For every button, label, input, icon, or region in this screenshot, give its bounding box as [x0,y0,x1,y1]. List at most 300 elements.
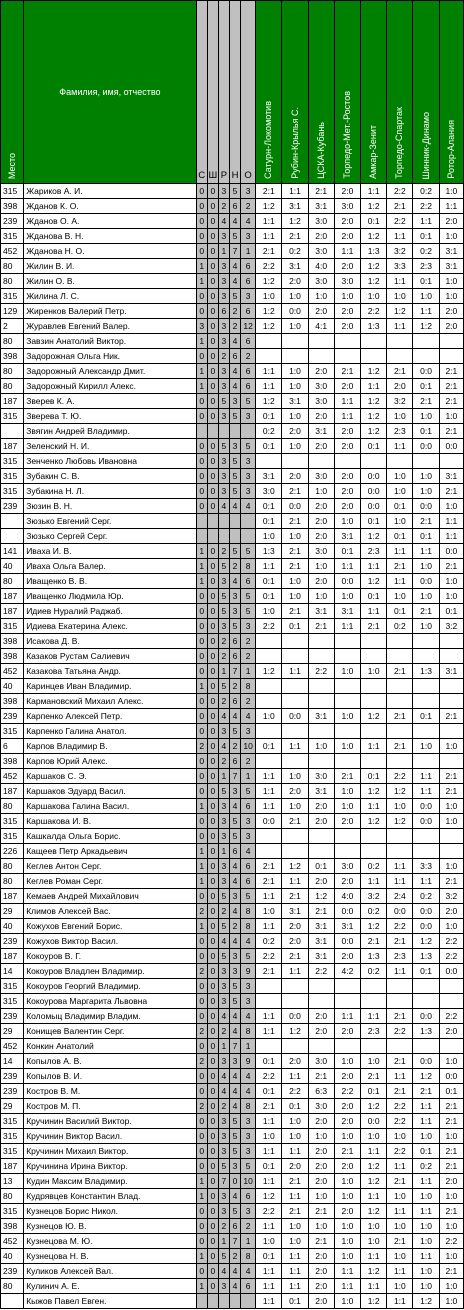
stat-cell: 5 [218,919,229,934]
stat-cell: 0 [207,724,218,739]
stat-cell: 6 [229,199,240,214]
prediction-cell: 1:0 [282,574,308,589]
prediction-cell: 2:2 [439,934,463,949]
prediction-cell: 1:1 [282,739,308,754]
prediction-cell [439,649,463,664]
stat-cell: 0 [207,394,218,409]
prediction-cell: 2:1 [387,1234,413,1249]
prediction-cell: 1:0 [413,1129,439,1144]
prediction-cell: 3:0 [308,769,334,784]
prediction-cell: 2:1 [387,1084,413,1099]
stat-cell: 0 [207,544,218,559]
prediction-cell [387,754,413,769]
prediction-cell: 4:0 [334,889,360,904]
table-row [1,499,464,514]
prediction-cell [387,844,413,859]
stat-cell: 1 [196,574,207,589]
place-cell [1,424,24,439]
prediction-cell [387,334,413,349]
table-row [1,454,464,469]
prediction-cell [361,844,387,859]
stat-cell: 3 [229,394,240,409]
stat-cell: 0 [207,1009,218,1024]
prediction-cell: 1:0 [282,1234,308,1249]
stat-cell: 3 [218,274,229,289]
table-row [1,1024,464,1039]
prediction-cell: 1:0 [282,799,308,814]
stat-cell: 1 [218,1039,229,1054]
prediction-cell [256,679,282,694]
prediction-cell: 1:0 [256,289,282,304]
prediction-cell: 1:1 [387,874,413,889]
prediction-cell [413,724,439,739]
stat-cell: 3 [218,259,229,274]
prediction-cell [334,454,360,469]
prediction-cell [387,454,413,469]
stat-cell: 3 [218,964,229,979]
prediction-cell: 1:1 [413,1249,439,1264]
name-cell: Казакова Татьяна Андр. [24,664,196,679]
stat-cell: 0 [207,949,218,964]
team-header: Рубин-Крылья С. [282,1,308,184]
stat-cell: 9 [241,964,256,979]
stat-cell: 0 [196,784,207,799]
prediction-cell [387,994,413,1009]
prediction-cell: 1:2 [413,1069,439,1084]
prediction-cell [439,454,463,469]
prediction-cell: 1:1 [361,1009,387,1024]
prediction-cell [361,1039,387,1054]
prediction-cell [439,334,463,349]
table-row [1,694,464,709]
prediction-cell: 0:0 [439,964,463,979]
prediction-cell [308,679,334,694]
table-row [1,619,464,634]
prediction-cell [334,634,360,649]
prediction-cell: 1:0 [282,409,308,424]
prediction-cell: 1:0 [439,1054,463,1069]
prediction-cell: 2:0 [334,259,360,274]
prediction-cell: 1:1 [282,184,308,199]
stat-cell: 0 [196,289,207,304]
stat-cell: 3 [218,364,229,379]
stat-cell: 0 [207,439,218,454]
table-row [1,574,464,589]
stat-cell: 2 [218,649,229,664]
prediction-cell: 1:2 [361,1264,387,1279]
prediction-cell: 1:0 [361,664,387,679]
team-header: Амкар-Зенит [361,1,387,184]
prediction-cell: 1:1 [256,1264,282,1279]
stat-cell: 0 [207,784,218,799]
prediction-cell: 2:0 [282,469,308,484]
place-cell: 14 [1,964,24,979]
stat-cell [207,424,218,439]
prediction-cell [282,694,308,709]
prediction-cell: 2:0 [308,1009,334,1024]
place-cell: 80 [1,259,24,274]
stat-cell: 8 [241,904,256,919]
stat-cell: 0 [207,1054,218,1069]
table-row [1,844,464,859]
name-cell: Коломыц Владимир Владим. [24,1009,196,1024]
prediction-cell: 1:2 [282,1024,308,1039]
prediction-cell: 2:1 [334,1144,360,1159]
prediction-cell: 0:1 [256,499,282,514]
prediction-cell: 1:2 [256,319,282,334]
prediction-cell: 3:0 [308,469,334,484]
stat-cell: 3 [229,1054,240,1069]
prediction-cell: 1:2 [361,1159,387,1174]
prediction-cell: 2:1 [439,424,463,439]
stat-cell: 3 [218,319,229,334]
place-cell: 187 [1,784,24,799]
prediction-cell: 1:0 [439,919,463,934]
prediction-cell [308,724,334,739]
prediction-cell: 2:1 [282,1204,308,1219]
stat-cell: 0 [207,919,218,934]
prediction-cell [282,829,308,844]
name-cell: Кручинин Виктор Васил. [24,1129,196,1144]
stat-cell: 1 [196,364,207,379]
stat-cell: 2 [196,739,207,754]
prediction-cell: 2:1 [387,709,413,724]
prediction-cell: 0:0 [439,544,463,559]
prediction-cell: 2:1 [387,199,413,214]
name-cell: Карпенко Галина Анатол. [24,724,196,739]
prediction-cell: 3:0 [308,244,334,259]
prediction-cell: 1:0 [413,1234,439,1249]
name-cell: Кокоуров Владлен Владимир. [24,964,196,979]
place-cell: 452 [1,1039,24,1054]
prediction-cell: 0:2 [282,244,308,259]
prediction-cell: 0:0 [387,904,413,919]
prediction-cell [256,829,282,844]
prediction-cell: 2:0 [308,1024,334,1039]
prediction-cell: 2:3 [361,544,387,559]
stat-cell: 4 [229,1264,240,1279]
prediction-cell: 1:0 [439,1129,463,1144]
prediction-cell: 3:1 [256,469,282,484]
prediction-cell: 2:1 [361,1069,387,1084]
prediction-cell: 1:1 [361,559,387,574]
stat-header-o: О [241,1,256,184]
prediction-cell [361,334,387,349]
prediction-cell: 2:0 [308,514,334,529]
prediction-cell: 0:1 [361,589,387,604]
prediction-cell: 2:0 [308,1114,334,1129]
stat-cell: 4 [218,499,229,514]
stat-cell: 6 [229,754,240,769]
prediction-cell [387,979,413,994]
prediction-cell: 1:1 [256,919,282,934]
place-cell: 80 [1,379,24,394]
stat-cell: 4 [241,709,256,724]
prediction-cell: 2:1 [308,1069,334,1084]
prediction-cell [361,994,387,1009]
prediction-cell [387,829,413,844]
stat-cell: 1 [241,244,256,259]
stat-cell: 3 [241,289,256,304]
prediction-cell [387,634,413,649]
name-cell: Задорожный Александр Дмит. [24,364,196,379]
stat-cell: 0 [196,409,207,424]
prediction-cell: 2:0 [282,274,308,289]
stat-cell: 0 [196,1144,207,1159]
place-cell: 452 [1,1234,24,1249]
prediction-cell: 1:2 [387,304,413,319]
prediction-cell: 2:2 [387,184,413,199]
stat-cell: 0 [196,199,207,214]
prediction-cell: 0:1 [413,379,439,394]
prediction-cell: 1:1 [387,439,413,454]
stat-cell: 5 [229,1114,240,1129]
prediction-cell [334,649,360,664]
prediction-cell: 3:1 [308,604,334,619]
prediction-cell: 1:0 [308,1129,334,1144]
stat-cell: 0 [196,229,207,244]
table-row [1,664,464,679]
place-cell: 239 [1,1009,24,1024]
prediction-cell: 1:0 [334,514,360,529]
table-row [1,1249,464,1264]
stat-cell: 0 [196,769,207,784]
prediction-cell: 2:1 [282,604,308,619]
prediction-cell: 1:1 [334,559,360,574]
table-row [1,334,464,349]
name-cell: Кокоуров В. Г. [24,949,196,964]
stat-cell: 2 [241,349,256,364]
place-cell: 187 [1,394,24,409]
stat-cell: 5 [229,979,240,994]
prediction-cell: 2:1 [439,394,463,409]
prediction-cell: 1:3 [361,949,387,964]
stat-cell: 0 [196,694,207,709]
stat-cell: 6 [229,349,240,364]
prediction-cell: 1:1 [282,1069,308,1084]
stat-cell: 0 [207,574,218,589]
stat-cell: 3 [229,784,240,799]
stat-cell: 0 [207,229,218,244]
stat-cell: 5 [218,1249,229,1264]
prediction-cell: 0:1 [361,1084,387,1099]
stat-cell: 2 [218,694,229,709]
prediction-cell: 2:1 [439,1264,463,1279]
stat-cell: 3 [241,184,256,199]
prediction-cell: 2:0 [308,1279,334,1294]
stat-cell: 3 [241,1114,256,1129]
prediction-cell [439,844,463,859]
stat-cell: 3 [241,229,256,244]
prediction-cell: 2:0 [334,184,360,199]
name-cell: Кузнецов Ю. В. [24,1219,196,1234]
prediction-cell: 3:1 [308,919,334,934]
stat-cell: 0 [207,289,218,304]
prediction-cell: 1:0 [439,589,463,604]
stat-cell: 6 [229,1219,240,1234]
stat-cell: 4 [229,1084,240,1099]
stat-cell: 6 [229,634,240,649]
prediction-cell [334,679,360,694]
prediction-cell: 2:1 [308,184,334,199]
prediction-cell: 1:0 [387,1189,413,1204]
stat-cell: 0 [207,1084,218,1099]
prediction-cell: 1:1 [439,199,463,214]
stat-cell: 3 [218,409,229,424]
prediction-cell: 2:2 [387,1144,413,1159]
prediction-cell: 2:1 [256,244,282,259]
prediction-cell [334,349,360,364]
prediction-cell [308,694,334,709]
stat-cell: 0 [196,604,207,619]
prediction-cell: 1:0 [256,1234,282,1249]
stat-cell: 3 [241,619,256,634]
prediction-cell: 2:0 [334,469,360,484]
prediction-cell [413,844,439,859]
stat-cell: 5 [229,1204,240,1219]
stat-cell: 1 [196,379,207,394]
prediction-cell: 1:1 [256,214,282,229]
stat-cell: 1 [241,1039,256,1054]
name-cell: Куликов Алексей Вал. [24,1264,196,1279]
stat-cell: 0 [207,1249,218,1264]
stat-cell: 7 [229,769,240,784]
stat-cell: 2 [196,1099,207,1114]
stat-cell: 3 [229,949,240,964]
prediction-cell: 2:0 [334,1024,360,1039]
stat-cell: 1 [196,1189,207,1204]
table-row [1,424,464,439]
table-row [1,1204,464,1219]
prediction-cell: 1:1 [256,1174,282,1189]
prediction-cell: 1:1 [361,874,387,889]
stat-cell: 6 [241,334,256,349]
prediction-cell: 1:1 [413,1174,439,1189]
prediction-cell: 1:0 [282,1114,308,1129]
stat-cell: 5 [241,439,256,454]
prediction-cell: 1:0 [387,1219,413,1234]
stat-cell: 0 [207,664,218,679]
stat-cell: 0 [207,379,218,394]
prediction-cell: 2:1 [361,934,387,949]
stat-cell: 0 [196,454,207,469]
name-cell: Зюзько Евгений Серг. [24,514,196,529]
prediction-cell: 2:1 [282,889,308,904]
stat-cell: 0 [207,964,218,979]
prediction-cell: 0:2 [413,1159,439,1174]
stat-cell: 4 [218,934,229,949]
table-row [1,1159,464,1174]
stat-cell: 4 [218,739,229,754]
table-row [1,1294,464,1309]
stat-cell: 1 [196,874,207,889]
place-cell: 239 [1,1084,24,1099]
prediction-cell: 0:2 [256,424,282,439]
prediction-cell: 2:1 [334,769,360,784]
place-cell: 315 [1,409,24,424]
prediction-cell: 1:2 [361,1174,387,1189]
stat-cell: 0 [207,1204,218,1219]
stat-header-sh: Ш [207,1,218,184]
prediction-cell: 3:2 [439,889,463,904]
stat-cell: 2 [218,634,229,649]
stat-cell: 8 [241,559,256,574]
prediction-cell: 0:1 [361,769,387,784]
name-column-header: Фамилия, имя, отчество [24,1,196,184]
stat-cell: 0 [207,259,218,274]
prediction-cell: 1:2 [413,934,439,949]
table-row [1,1099,464,1114]
stat-cell: 0 [196,754,207,769]
prediction-cell: 3:1 [308,784,334,799]
prediction-cell: 1:0 [256,904,282,919]
stat-cell: 0 [207,184,218,199]
table-row [1,274,464,289]
stat-cell: 0 [207,994,218,1009]
prediction-cell: 2:1 [387,559,413,574]
stat-cell: 0 [207,589,218,604]
prediction-cell: 2:1 [282,559,308,574]
name-cell: Климов Алексей Вас. [24,904,196,919]
stat-cell: 4 [229,859,240,874]
table-row [1,319,464,334]
stat-cell: 4 [229,334,240,349]
prediction-cell: 2:0 [282,1054,308,1069]
stat-cell: 6 [241,1279,256,1294]
prediction-cell: 2:2 [256,1204,282,1219]
prediction-cell: 2:0 [439,1174,463,1189]
prediction-cell: 1:2 [256,199,282,214]
prediction-cell: 1:0 [334,589,360,604]
prediction-cell: 1:1 [387,859,413,874]
stat-cell: 0 [207,979,218,994]
prediction-cell: 1:1 [334,1009,360,1024]
prediction-cell: 2:0 [334,1204,360,1219]
name-cell: Кожухов Евгений Борис. [24,919,196,934]
prediction-cell: 2:0 [308,439,334,454]
prediction-cell: 1:0 [282,529,308,544]
stat-cell: 4 [241,844,256,859]
stat-cell: 2 [196,904,207,919]
stat-cell: 0 [196,634,207,649]
stat-cell: 4 [229,274,240,289]
prediction-cell: 2:4 [387,889,413,904]
stat-cell: 3 [241,1129,256,1144]
stat-cell: 4 [229,874,240,889]
stat-cell: 4 [229,259,240,274]
name-cell: Зверева Т. Ю. [24,409,196,424]
stat-cell: 4 [218,214,229,229]
name-cell: Каршакова И. В. [24,814,196,829]
prediction-cell: 1:1 [334,1264,360,1279]
table-row [1,589,464,604]
stat-cell: 4 [229,1099,240,1114]
stat-cell: 0 [196,1114,207,1129]
place-cell: 80 [1,1189,24,1204]
name-cell: Зубакина Н. Л. [24,484,196,499]
stat-cell: 0 [196,1204,207,1219]
prediction-cell [387,679,413,694]
prediction-cell: 2:1 [439,1099,463,1114]
name-cell: Зюзин В. Н. [24,499,196,514]
prediction-cell: 1:0 [439,1294,463,1309]
place-cell [1,529,24,544]
prediction-cell: 1:1 [361,1189,387,1204]
prediction-cell: 0:1 [256,574,282,589]
prediction-cell: 1:0 [308,559,334,574]
team-header: Торпедо-Спартак [387,1,413,184]
prediction-cell: 1:1 [256,1009,282,1024]
